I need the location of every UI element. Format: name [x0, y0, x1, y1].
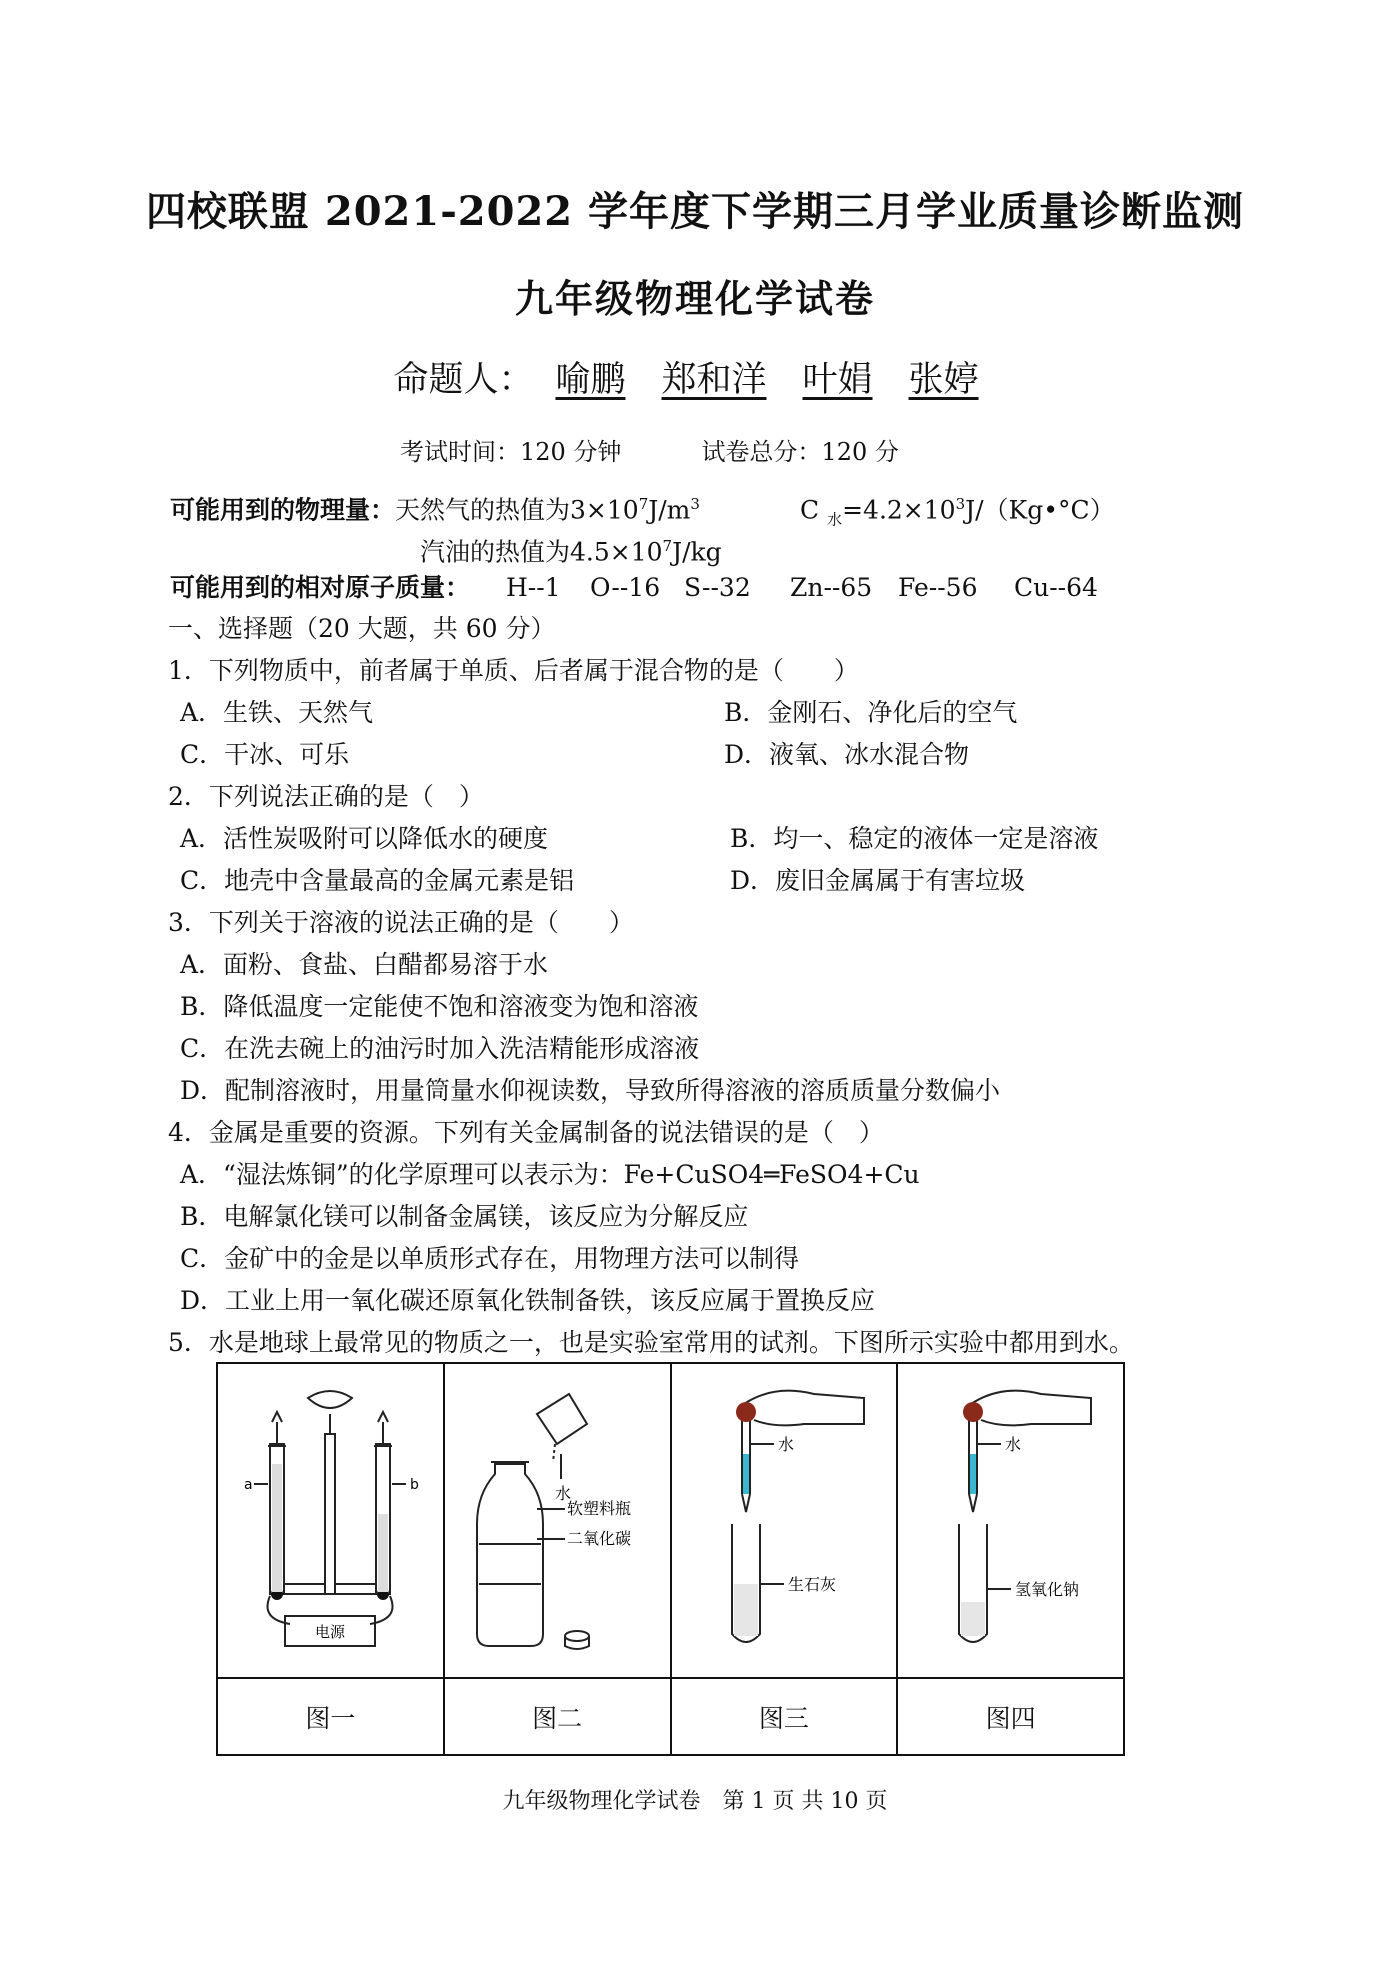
option-c: C．地壳中含量最高的金属元素是铝	[180, 866, 575, 895]
power-supply-label: 电源	[315, 1622, 346, 1641]
option-a: A．活性炭吸附可以降低水的硬度	[180, 824, 549, 853]
water-label: 水	[1004, 1434, 1021, 1454]
option-b: B．金刚石、净化后的空气	[724, 698, 1018, 727]
petrol-heat-line	[420, 530, 722, 568]
exponent: 7	[638, 495, 649, 513]
figure-4-cell	[897, 1363, 1124, 1678]
exponent: 3	[955, 495, 966, 513]
dropper-bulb-icon	[963, 1402, 983, 1422]
exam-title: 四校联盟 2021-2022 学年度下学期三月学业质量诊断监测	[145, 188, 1245, 235]
option-d: D．废旧金属属于有害垃圾	[730, 866, 1026, 895]
exam-subtitle: 九年级物理化学试卷	[514, 276, 875, 321]
exam-time: 考试时间：120 分钟	[400, 438, 622, 466]
c-symbol: C	[800, 495, 828, 525]
water-label: 水	[555, 1483, 572, 1503]
authors-line	[0, 352, 1390, 402]
c-value: =4.2×10	[842, 495, 956, 525]
constants-label: 可能用到的物理量：	[170, 495, 396, 525]
total-score: 试卷总分：120 分	[701, 438, 899, 466]
subscript: 水	[827, 510, 843, 529]
option-d: D．配制溶液时，用量筒量水仰视读数，导致所得溶液的溶质质量分数偏小	[180, 1076, 1001, 1105]
figure-table	[216, 1362, 1125, 1756]
option-d: D．液氧、冰水混合物	[724, 740, 970, 769]
naoh-label: 氢氧化钠	[1014, 1579, 1079, 1599]
unit: J/kg	[672, 537, 722, 567]
option-a: A．“湿法炼铜”的化学原理可以表示为：Fe+CuSO4═FeSO4+Cu	[180, 1160, 920, 1189]
exponent: 3	[690, 495, 700, 513]
sodium-hydroxide-test-tube-illustration	[911, 1384, 1111, 1654]
tube-label-a: a	[244, 1476, 253, 1493]
petrol-heat-value: 汽油的热值为4.5×10	[420, 537, 663, 567]
atomic-mass: H--1	[506, 573, 561, 602]
author-name: 郑和洋	[661, 360, 767, 400]
authors-label: 命题人：	[393, 360, 534, 400]
plastic-bottle-illustration	[457, 1384, 657, 1654]
gas-heat-value: 天然气的热值为3×10	[395, 495, 639, 525]
unit: J/m	[648, 495, 691, 525]
quicklime-label: 生石灰	[787, 1574, 836, 1594]
figure-1-cell	[217, 1363, 444, 1678]
atomic-mass: S--32	[684, 573, 751, 602]
question-stem: 5．水是地球上最常见的物质之一，也是实验室常用的试剂。下图所示实验中都用到水。	[168, 1328, 1134, 1357]
question-stem: 2．下列说法正确的是（ ）	[168, 782, 484, 811]
atomic-mass: Fe--56	[898, 573, 978, 602]
water-specific-heat	[800, 488, 1115, 535]
question-stem: 4．金属是重要的资源。下列有关金属制备的说法错误的是（ ）	[168, 1118, 884, 1147]
question-stem: 1．下列物质中，前者属于单质、后者属于混合物的是（ ）	[168, 656, 859, 685]
atomic-mass-label: 可能用到的相对原子质量：	[170, 573, 471, 602]
unit: J/（Kg•°C）	[965, 495, 1115, 525]
physical-constants-line	[170, 488, 700, 526]
atomic-mass-line	[170, 572, 470, 604]
figure-caption: 图一	[217, 1678, 444, 1755]
figure-2-cell	[444, 1363, 671, 1678]
figure-3-cell	[671, 1363, 898, 1678]
atomic-mass: O--16	[590, 573, 661, 602]
quicklime-test-tube-illustration	[684, 1384, 884, 1654]
bottle-label: 软塑料瓶	[567, 1498, 632, 1518]
dropper-bulb-icon	[736, 1402, 756, 1422]
option-b: B．均一、稳定的液体一定是溶液	[730, 824, 1099, 853]
author-name: 张婷	[908, 360, 979, 400]
tube-label-b: b	[410, 1476, 420, 1493]
question-stem: 3．下列关于溶液的说法正确的是（ ）	[168, 908, 634, 937]
section-heading: 一、选择题（20 大题，共 60 分）	[168, 614, 556, 643]
exam-meta	[400, 432, 899, 467]
page-footer: 九年级物理化学试卷 第 1 页 共 10 页	[502, 1789, 888, 1814]
exponent: 7	[662, 537, 673, 555]
option-c: C．金矿中的金是以单质形式存在，用物理方法可以制得	[180, 1244, 800, 1273]
author-name: 喻鹏	[555, 360, 626, 400]
figure-caption: 图三	[671, 1678, 898, 1755]
atomic-mass: Cu--64	[1014, 573, 1098, 602]
option-c: C．在洗去碗上的油污时加入洗洁精能形成溶液	[180, 1034, 700, 1063]
option-a: A．面粉、食盐、白醋都易溶于水	[180, 950, 549, 979]
figure-caption: 图二	[444, 1678, 671, 1755]
figure-caption: 图四	[897, 1678, 1124, 1755]
water-label: 水	[777, 1434, 794, 1454]
option-b: B．降低温度一定能使不饱和溶液变为饱和溶液	[180, 992, 699, 1021]
option-c: C．干冰、可乐	[180, 740, 350, 769]
electrolysis-apparatus-illustration	[230, 1384, 430, 1654]
option-b: B．电解氯化镁可以制备金属镁，该反应为分解反应	[180, 1202, 749, 1231]
option-d: D．工业上用一氧化碳还原氧化铁制备铁，该反应属于置换反应	[180, 1286, 876, 1315]
author-name: 叶娟	[802, 360, 873, 400]
co2-label: 二氧化碳	[567, 1528, 632, 1548]
option-a: A．生铁、天然气	[180, 698, 374, 727]
atomic-mass: Zn--65	[790, 573, 873, 602]
